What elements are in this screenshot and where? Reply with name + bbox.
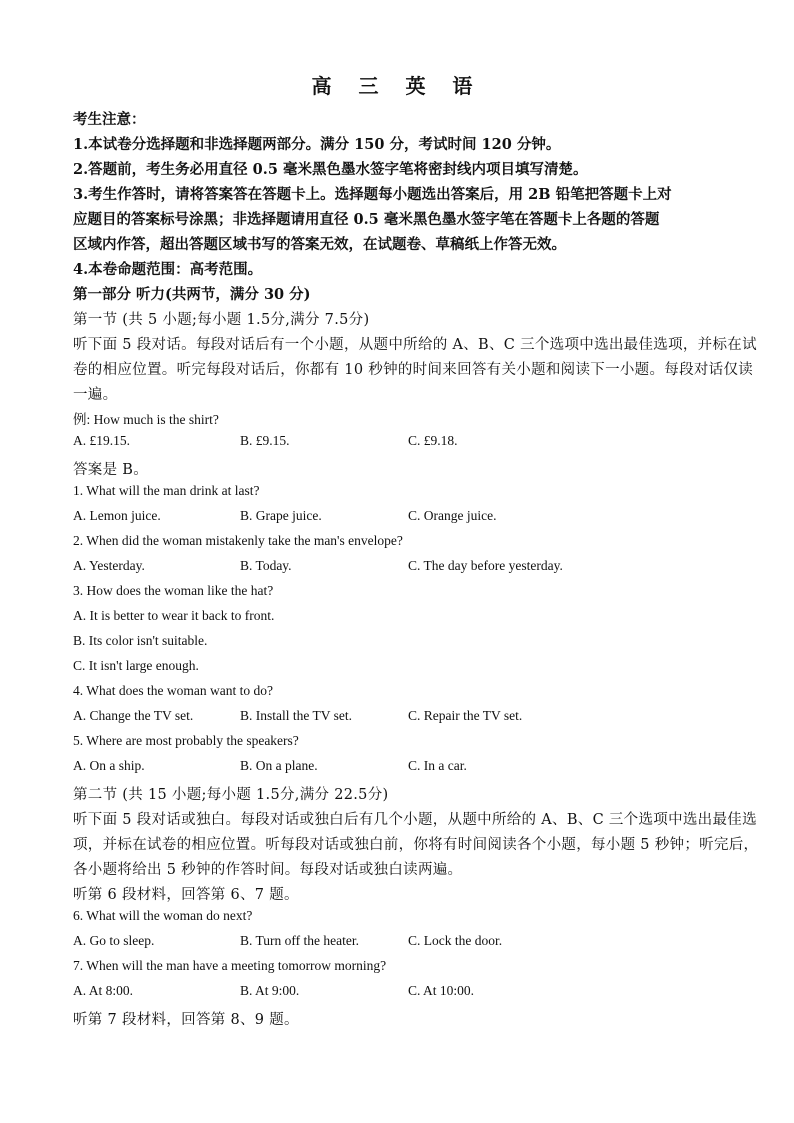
notice-item-3-cont: 应题目的答案标号涂黑；非选择题请用直径 0.5 毫米黑色墨水签字笔在答题卡上各题的答题: [73, 211, 660, 228]
section2-instructions-2: 项，并标在试卷的相应位置。听每段对话或独白前，你将有时间阅读各个小题，每小题 5 秒钟；听完后，: [73, 837, 759, 853]
q7-option-c: C. At 10:00.: [408, 983, 475, 998]
q3-option-c: C. It isn't large enough.: [73, 658, 199, 673]
q6-option-a: A. Go to sleep.: [73, 933, 155, 948]
q2-option-a: A. Yesterday.: [73, 558, 145, 573]
q7-option-a: A. At 8:00.: [73, 983, 134, 998]
q3-option-b: B. Its color isn't suitable.: [73, 633, 208, 648]
section1-heading: 第一节 (共 5 小题;每小题 1.5分,满分 7.5分): [73, 312, 370, 328]
q5-option-a: A. On a ship.: [73, 758, 145, 773]
notice-item-3: 3.考生作答时，请将答案答在答题卡上。选择题每小题选出答案后，用 2B 铅笔把答题卡上对: [73, 186, 672, 203]
question-3: 3. How does the woman like the hat?: [73, 583, 274, 598]
question-2: 2. When did the woman mistakenly take the man's envelope?: [73, 533, 403, 548]
q1-option-b: B. Grape juice.: [240, 508, 322, 523]
example-option-c: C. £9.18.: [408, 433, 458, 448]
example-option-a: A. £19.15.: [73, 433, 130, 448]
q1-option-a: A. Lemon juice.: [73, 508, 161, 523]
section2-instructions-1: 听下面 5 段对话或独白。每段对话或独白后有几个小题，从题中所给的 A、B、C 三个选项中选出最佳选: [73, 812, 757, 828]
question-5: 5. Where are most probably the speakers?: [73, 733, 299, 748]
q1-option-c: C. Orange juice.: [408, 508, 497, 523]
q4-option-c: C. Repair the TV set.: [408, 708, 523, 723]
notice-item-1: 1.本试卷分选择题和非选择题两部分。满分 150 分，考试时间 120 分钟。: [73, 136, 561, 153]
notice-item-2: 2.答题前，考生务必用直径 0.5 毫米黑色墨水签字笔将密封线内项目填写清楚。: [73, 161, 588, 178]
question-7: 7. When will the man have a meeting tomorrow morning?: [73, 958, 387, 973]
question-1: 1. What will the man drink at last?: [73, 483, 260, 498]
question-6: 6. What will the woman do next?: [73, 908, 253, 923]
q3-option-a: A. It is better to wear it back to front.: [73, 608, 275, 623]
q4-option-b: B. Install the TV set.: [240, 708, 352, 723]
section1-instructions-2: 卷的相应位置。听完每段对话后，你都有 10 秒钟的时间来回答有关小题和阅读下一小题。每段对话仅读: [73, 362, 754, 378]
section1-instructions-1: 听下面 5 段对话。每段对话后有一个小题，从题中所给的 A、B、C 三个选项中选出最佳选项，并标在试: [73, 337, 757, 353]
q6-option-c: C. Lock the door.: [408, 933, 503, 948]
q5-option-b: B. On a plane.: [240, 758, 318, 773]
q7-option-b: B. At 9:00.: [240, 983, 300, 998]
notice-heading: 考生注意：: [73, 111, 146, 128]
q6-option-b: B. Turn off the heater.: [240, 933, 359, 948]
example-option-b: B. £9.15.: [240, 433, 290, 448]
question-4: 4. What does the woman want to do?: [73, 683, 273, 698]
section2-heading: 第二节 (共 15 小题;每小题 1.5分,满分 22.5分): [73, 787, 389, 803]
example-answer: 答案是 B。: [73, 462, 149, 478]
q5-option-c: C. In a car.: [408, 758, 467, 773]
material-7-label: 听第 7 段材料，回答第 8、9 题。: [73, 1012, 299, 1028]
section1-instructions-3: 一遍。: [73, 387, 118, 403]
section2-instructions-3: 各小题将给出 5 秒钟的作答时间。每段对话或独白读两遍。: [73, 862, 463, 878]
q2-option-b: B. Today.: [240, 558, 292, 573]
material-6-label: 听第 6 段材料，回答第 6、7 题。: [73, 887, 299, 903]
q4-option-a: A. Change the TV set.: [73, 708, 194, 723]
example-question: 例: How much is the shirt?: [73, 412, 219, 427]
q2-option-c: C. The day before yesterday.: [408, 558, 563, 573]
part1-heading: 第一部分 听力(共两节，满分 30 分): [73, 286, 311, 303]
notice-item-3-cont2: 区域内作答，超出答题区域书写的答案无效，在试题卷、草稿纸上作答无效。: [73, 236, 566, 253]
exam-title: 高 三 英 语: [311, 74, 483, 98]
notice-item-4: 4.本卷命题范围：高考范围。: [73, 261, 263, 278]
